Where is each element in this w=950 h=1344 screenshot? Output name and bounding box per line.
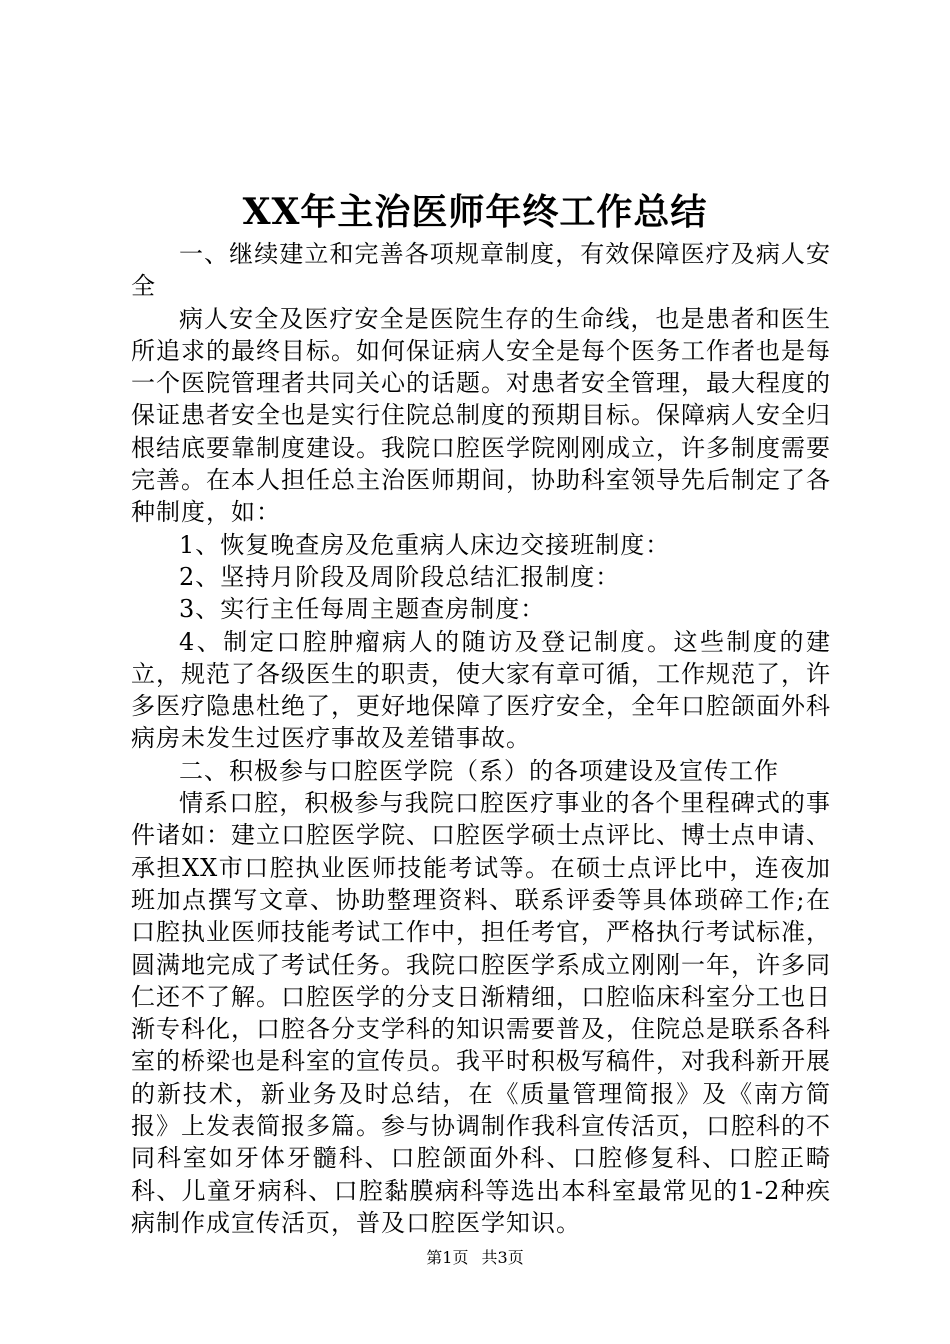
paragraph: 病人安全及医疗安全是医院生存的生命线，也是患者和医生所追求的最终目标。如何保证病人安全是每个医务工作者也是每一个医院管理者共同关心的话题。对患者安全管理，最大程度的保证患者安全也是实行住院总制度的预期目标。保障病人安全归根结底要靠制度建设。我院口腔医学院刚刚成立，许多制度需要完善。在本人担任总主治医师期间，协助科室领导先后制定了各种制度，如： (131, 304, 831, 527)
list-item: 1、恢复晚查房及危重病人床边交接班制度： (179, 530, 671, 559)
paragraph: 情系口腔，积极参与我院口腔医疗事业的各个里程碑式的事件诸如：建立口腔医学院、口腔医学硕士点评比、博士点申请、承担XX市口腔执业医师技能考试等。在硕士点评比中，连夜加班加点撰写文章、协助整理资料、联系评委等具体琐碎工作;在口腔执业医师技能考试工作中，担任考官，严格执行考试标准，圆满地完成了考试任务。我院口腔医学系成立刚刚一年，许多同仁还不了解。口腔医学的分支日渐精细，口腔临床科室分工也日渐专科化，口腔各分支学科的知识需要普及，住院总是联系各科室的桥梁也是科室的宣传员。我平时积极写稿件，对我科新开展的新技术，新业务及时总结，在《质量管理简报》及《南方简报》上发表简报多篇。参与协调制作我科宣传活页，口腔科的不同科室如牙体牙髓科、口腔颌面外科、口腔修复科、口腔正畸科、儿童牙病科、口腔黏膜病科等选出本科室最常见的1-2种疾病制作成宣传活页，普及口腔医学知识。 (131, 789, 831, 1237)
document-body (131, 238, 831, 1239)
list-item: 3、实行主任每周主题查房制度： (179, 595, 546, 624)
page-total: 共3页 (481, 1248, 524, 1267)
page-number: 第1页 (426, 1248, 469, 1267)
section-heading-1: 一、继续建立和完善各项规章制度，有效保障医疗及病人安全 (131, 240, 831, 301)
page-footer (0, 1247, 950, 1269)
list-item: 4、制定口腔肿瘤病人的随访及登记制度。这些制度的建立，规范了各级医生的职责，使大家有章可循，工作规范了，许多医疗隐患杜绝了，更好地保障了医疗安全，全年口腔颌面外科病房未发生过医疗事故及差错事故。 (131, 627, 831, 753)
list-item: 2、坚持月阶段及周阶段总结汇报制度： (179, 562, 621, 591)
section-heading-2: 二、积极参与口腔医学院（系）的各项建设及宣传工作 (179, 756, 779, 785)
document-title: XX年主治医师年终工作总结 (242, 191, 708, 233)
